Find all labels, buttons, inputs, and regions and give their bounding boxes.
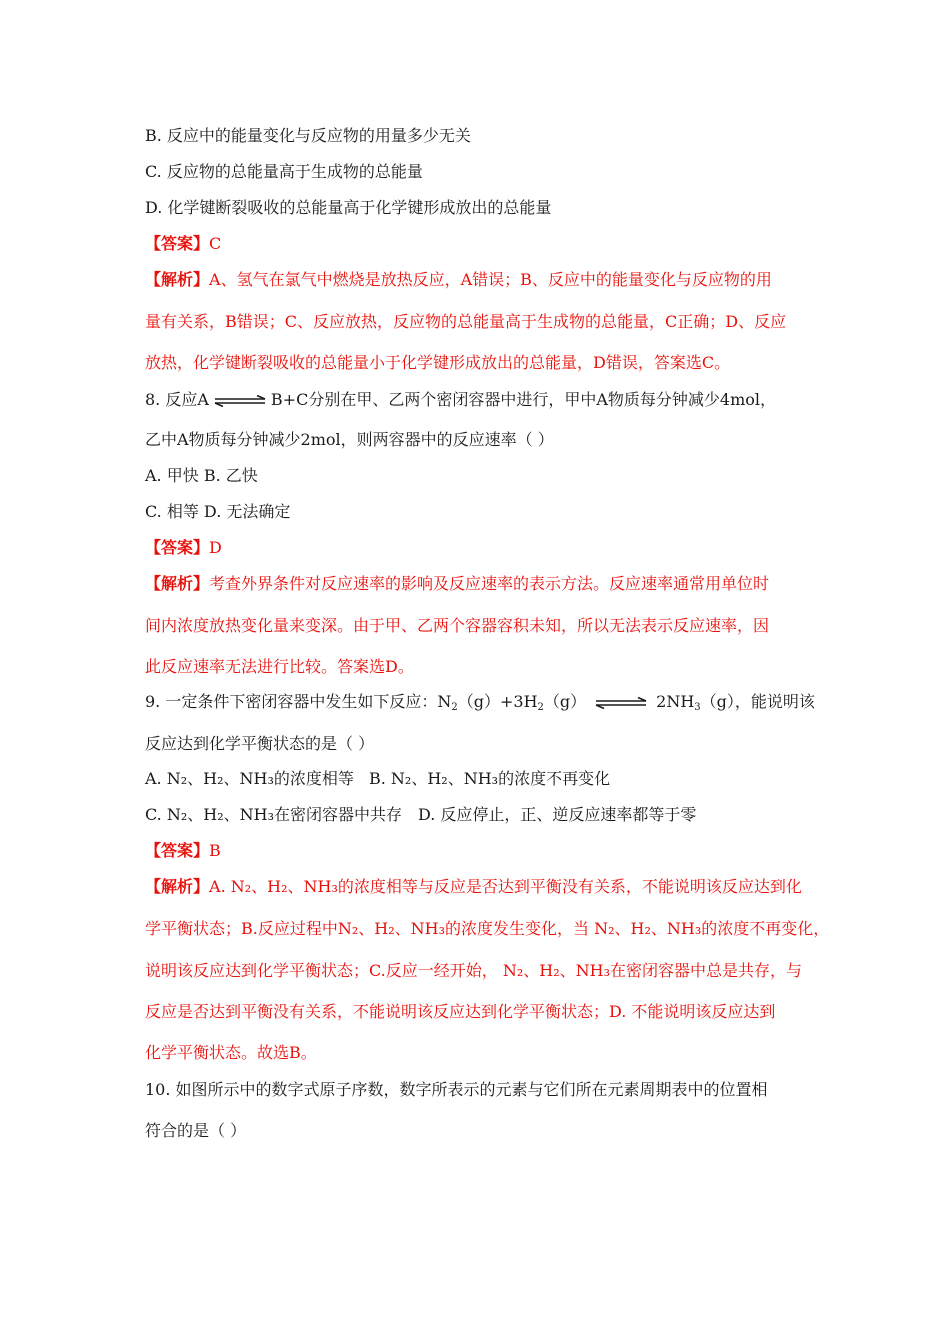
answer-value: D [209,538,222,557]
answer-tag: 【答案】 [145,538,210,557]
analysis-text: A、氢气在氯气中燃烧是放热反应，A错误；B、反应中的能量变化与反应物的用 [209,270,772,289]
q9-analysis-line-4: 反应是否达到平衡没有关系，不能说明该反应达到化学平衡状态；D. 不能说明该反应达到 [145,1002,776,1021]
q9-stem-part-c: （g）+3H [457,692,538,711]
q9-stem-line-1 [145,692,815,712]
q9-option-b: B. N₂、H₂、NH₃的浓度不再变化 [369,769,611,788]
q9-stem-part-h: （g），能说明该 [700,692,815,711]
q9-option-d: D. 反应停止，正、逆反应速率都等于零 [418,805,697,824]
q9-stem-line-2: 反应达到化学平衡状态的是（ ） [145,734,375,753]
q7-analysis-line-3: 放热，化学键断裂吸收的总能量小于化学键形成放出的总能量，D错误，答案选C。 [145,353,731,372]
subscript: 3 [694,702,701,713]
q8-stem-line-1 [145,390,776,410]
analysis-tag: 【解析】 [145,270,210,289]
equilibrium-arrow-icon [594,697,648,709]
analysis-text: A. N₂、H₂、NH₃的浓度相等与反应是否达到平衡没有关系，不能说明该反应达到化 [209,877,802,896]
q8-analysis-line-1 [145,574,769,594]
analysis-tag: 【解析】 [145,574,210,593]
subscript: 2 [537,702,544,713]
answer-tag: 【答案】 [145,841,210,860]
subscript: 2 [451,702,458,713]
analysis-tag: 【解析】 [145,877,210,896]
q10-stem-line-2: 符合的是（ ） [145,1121,247,1140]
q8-analysis-line-3: 此反应速率无法进行比较。答案选D。 [145,657,414,676]
q9-stem-part-e: （g） [543,692,587,711]
q8-stem-line-2: 乙中A物质每分钟减少2mol，则两容器中的反应速率（ ） [145,430,554,449]
q8-analysis-line-2: 间内浓度放热变化量来变深。由于甲、乙两个容器容积未知，所以无法表示反应速率，因 [145,616,770,635]
q8-answer [145,538,222,558]
q9-stem-part-a: 9. 一定条件下密闭容器中发生如下反应：N [145,692,452,711]
answer-value: C [209,234,222,253]
q7-answer [145,234,221,254]
q9-analysis-line-3: 说明该反应达到化学平衡状态；C.反应一经开始， N₂、H₂、NH₃在密闭容器中总是共存，与 [145,961,802,980]
answer-value: B [209,841,221,860]
equilibrium-arrow-icon [213,395,267,407]
q9-option-c: C. N₂、H₂、NH₃在密闭容器中共存 [145,805,402,824]
q7-analysis-line-2: 量有关系，B错误；C、反应放热，反应物的总能量高于生成物的总能量，C正确；D、反应 [145,312,787,331]
q9-analysis-line-5: 化学平衡状态。故选B。 [145,1043,317,1062]
q9-analysis-line-1 [145,877,802,897]
q8-stem-part-b: B+C分别在甲、乙两个密闭容器中进行，甲中A物质每分钟减少4mol， [270,390,776,409]
q8-options-row-2: C. 相等 D. 无法确定 [145,502,291,521]
q9-analysis-line-2: 学平衡状态；B.反应过程中N₂、H₂、NH₃的浓度发生变化，当 N₂、H₂、NH₃的浓度不再变化， [145,919,830,938]
q8-options-row-1: A. 甲快 B. 乙快 [145,466,258,485]
q8-stem-part-a: 8. 反应A [145,390,209,409]
q9-stem-part-f: 2NH [656,692,695,711]
q7-option-b: B. 反应中的能量变化与反应物的用量多少无关 [145,126,471,145]
q7-option-c: C. 反应物的总能量高于生成物的总能量 [145,162,423,181]
q9-option-a: A. N₂、H₂、NH₃的浓度相等 [145,769,354,788]
answer-tag: 【答案】 [145,234,210,253]
q9-answer [145,841,221,861]
q10-stem-line-1: 10. 如图所示中的数字式原子序数，数字所表示的元素与它们所在元素周期表中的位置相 [145,1080,768,1099]
q7-option-d: D. 化学键断裂吸收的总能量高于化学键形成放出的总能量 [145,198,552,217]
q7-analysis-line-1 [145,270,772,290]
analysis-text: 考查外界条件对反应速率的影响及反应速率的表示方法。反应速率通常用单位时 [209,574,770,593]
